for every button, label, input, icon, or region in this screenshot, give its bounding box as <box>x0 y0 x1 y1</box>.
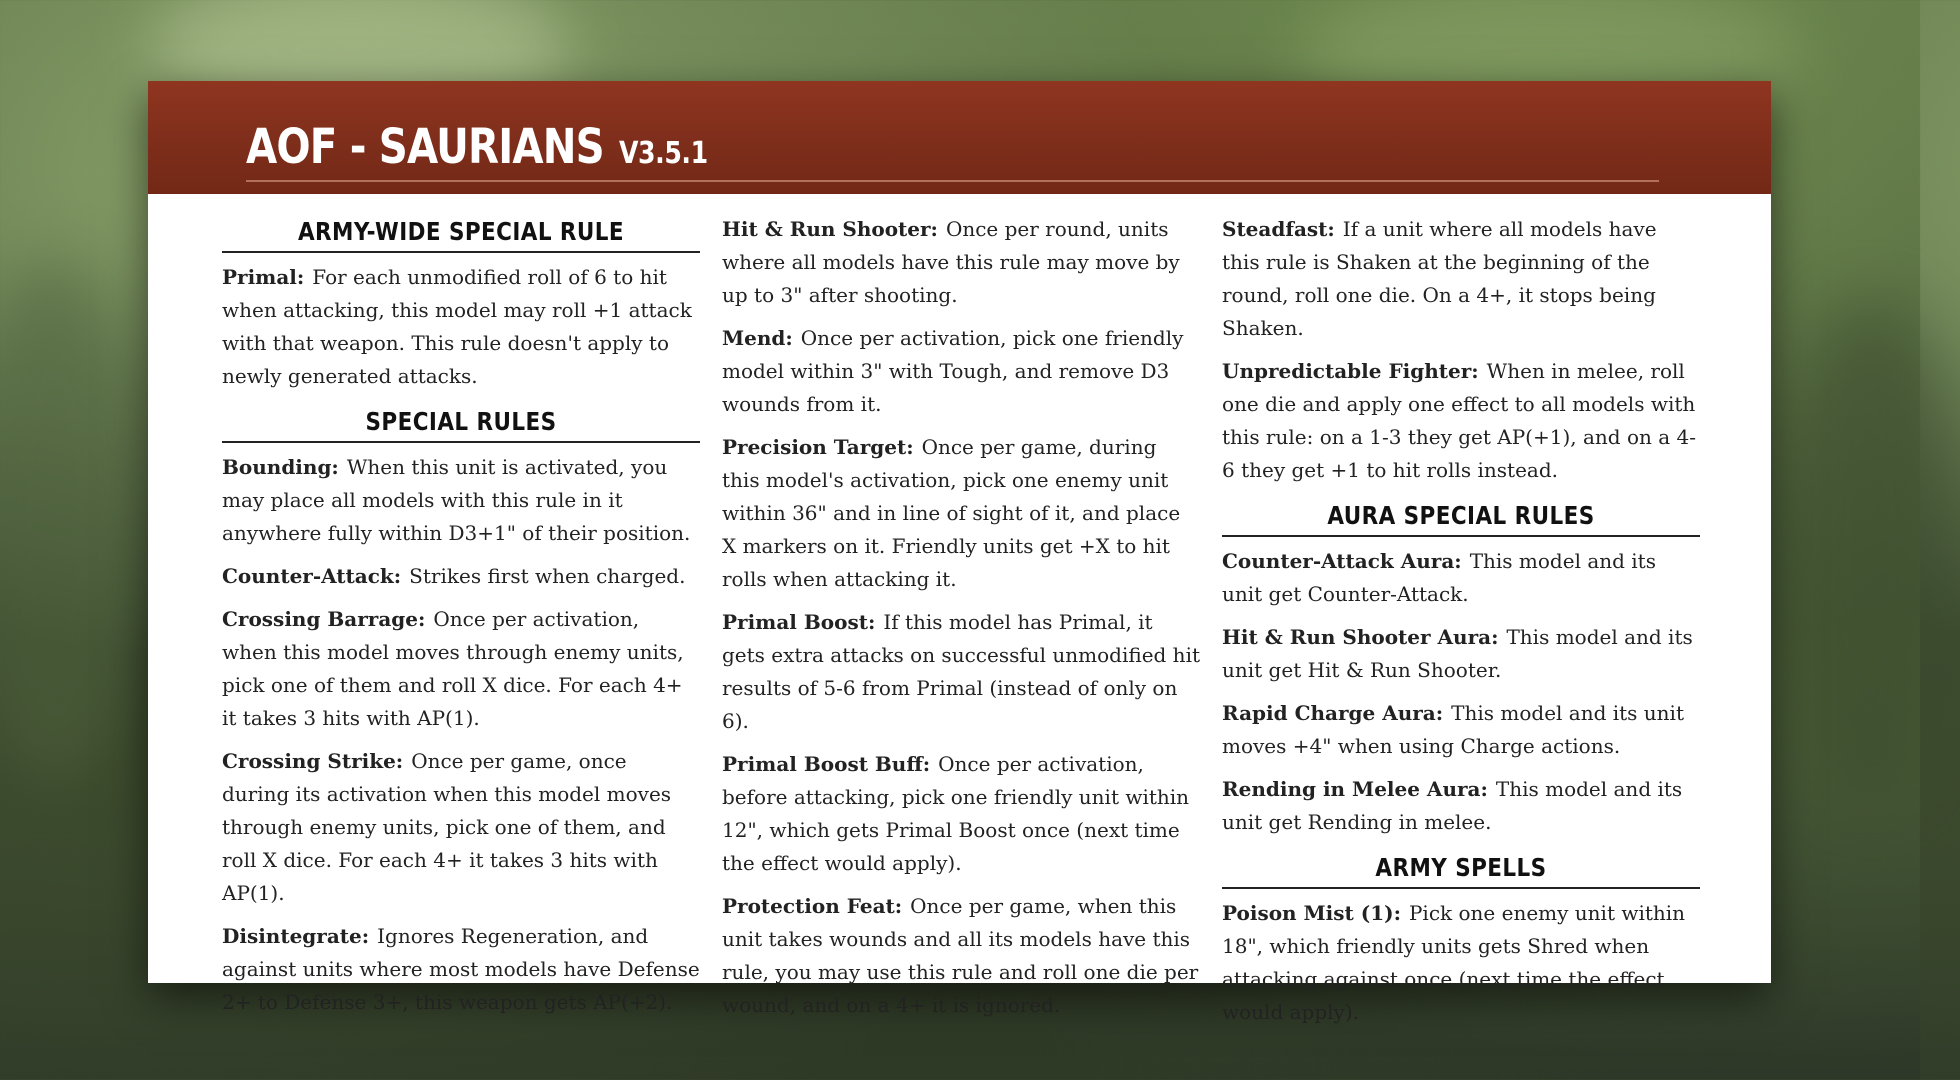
section-divider <box>222 441 700 443</box>
rule-name: Crossing Strike: <box>222 749 404 773</box>
rule-name: Hit & Run Shooter: <box>722 217 938 241</box>
rule-name: Primal: <box>222 265 305 289</box>
rule-protection-feat <box>722 890 1200 1022</box>
rule-text: If a unit where all models have this rule is Shaken at the beginning of the round, roll one die. On a 4+, it stops being Shaken. <box>1222 217 1657 340</box>
rule-name: Primal Boost Buff: <box>722 752 931 776</box>
rules-content <box>222 213 1701 1024</box>
rule-name: Counter-Attack: <box>222 564 402 588</box>
rules-card <box>148 81 1771 1024</box>
rule-steadfast <box>1222 213 1700 345</box>
rule-name: Bounding: <box>222 455 339 479</box>
section-title-army-spells: ARMY SPELLS <box>1375 853 1547 882</box>
background-shadow <box>0 260 150 780</box>
rule-name: Hit & Run Shooter Aura: <box>1222 625 1499 649</box>
rule-text: This model and its unit get Counter-Attack. <box>1222 549 1656 606</box>
rule-name: Poison Mist (1): <box>1222 901 1401 925</box>
rule-crossing-barrage <box>222 603 700 735</box>
rule-text: Once per activation, before attacking, pick one friendly unit within 12", which gets Primal Boost once (next time the effect would apply). <box>722 752 1190 875</box>
section-divider <box>1222 887 1700 889</box>
spell-poison-mist <box>1222 897 1700 1029</box>
rule-text: Once per round, units where all models have this rule may move by up to 3" after shooting. <box>722 217 1180 307</box>
rule-text: Strikes first when charged. <box>409 564 686 588</box>
rule-name: Precision Target: <box>722 435 914 459</box>
section-divider <box>1222 535 1700 537</box>
rule-counter-attack <box>222 560 700 593</box>
rule-text: This model and its unit get Rending in melee. <box>1222 777 1683 834</box>
rule-name: Counter-Attack Aura: <box>1222 549 1462 573</box>
rule-name: Unpredictable Fighter: <box>1222 359 1479 383</box>
rule-text: Once per activation, when this model moves through enemy units, pick one of them and roll X dice. For each 4+ it takes 3 hits with AP(1). <box>222 607 684 730</box>
rule-text: Once per game, when this unit takes wounds and all its models have this rule, you may use this rule and roll one die per wound, and on a 4+ it is ignored. <box>722 894 1199 1017</box>
rule-text: For each unmodified roll of 6 to hit when attacking, this model may roll +1 attack with that weapon. This rule doesn't apply to newly generated attacks. <box>222 265 692 388</box>
rule-name: Steadfast: <box>1222 217 1335 241</box>
rule-name: Disintegrate: <box>222 924 370 948</box>
rule-text: Once per activation, pick one friendly model within 3" with Tough, and remove D3 wounds from it. <box>722 326 1184 416</box>
banner-underline <box>246 180 1659 182</box>
rule-disintegrate <box>222 920 700 1019</box>
rule-rending-in-melee-aura <box>1222 773 1700 839</box>
rule-primal-boost <box>722 606 1200 738</box>
rule-rapid-charge-aura <box>1222 697 1700 763</box>
rule-name: Crossing Barrage: <box>222 607 426 631</box>
rule-name: Primal Boost: <box>722 610 876 634</box>
section-divider <box>222 251 700 253</box>
rule-name: Protection Feat: <box>722 894 903 918</box>
rule-primal-boost-buff <box>722 748 1200 880</box>
rule-text: This model and its unit moves +4" when using Charge actions. <box>1222 701 1684 758</box>
title-banner <box>148 81 1771 194</box>
rule-text: Once per game, once during its activation when this model moves through enemy units, pick one of them, and roll X dice. For each 4+ it takes 3 hits with AP(1). <box>222 749 672 905</box>
rule-name: Mend: <box>722 326 793 350</box>
rule-hit-and-run-shooter <box>722 213 1200 312</box>
rule-text: When in melee, roll one die and apply one effect to all models with this rule: on a 1-3 they get AP(+1), and on a 4-6 they get +1 to hit rolls instead. <box>1222 359 1696 482</box>
column-2 <box>722 213 1200 1032</box>
rule-text: This model and its unit get Hit & Run Shooter. <box>1222 625 1693 682</box>
section-title-army-wide: ARMY-WIDE SPECIAL RULE <box>297 217 625 246</box>
rule-text: When this unit is activated, you may place all models with this rule in it anywhere fully within D3+1" of their position. <box>222 455 691 545</box>
section-title-aura-special-rules: AURA SPECIAL RULES <box>1327 501 1595 530</box>
rule-text: Ignores Regeneration, and against units where most models have Defense 2+ to Defense 3+, this weapon gets AP(+2). <box>222 924 700 1014</box>
rule-hit-and-run-shooter-aura <box>1222 621 1700 687</box>
rule-precision-target <box>722 431 1200 596</box>
rule-crossing-strike <box>222 745 700 910</box>
column-3 <box>1222 213 1700 1039</box>
background-shadow <box>1780 300 1960 800</box>
rule-name: Rapid Charge Aura: <box>1222 701 1444 725</box>
rule-mend <box>722 322 1200 421</box>
rule-text: Pick one enemy unit within 18", which friendly units gets Shred when attacking against once (next time the effect would apply). <box>1222 901 1686 1024</box>
rule-bounding <box>222 451 700 550</box>
rule-name: Rending in Melee Aura: <box>1222 777 1488 801</box>
column-1 <box>222 213 700 1029</box>
page-title <box>246 119 708 175</box>
version-label: V3.5.1 <box>618 136 708 171</box>
rule-text: Once per game, during this model's activation, pick one enemy unit within 36" and in line of sight of it, and place X markers on it. Friendly units get +X to hit rolls when attacking it. <box>722 435 1181 591</box>
title-text: AOF - SAURIANS <box>246 119 604 175</box>
section-title-special-rules: SPECIAL RULES <box>365 407 557 436</box>
rule-counter-attack-aura <box>1222 545 1700 611</box>
rule-primal <box>222 261 700 393</box>
rule-unpredictable-fighter <box>1222 355 1700 487</box>
rule-text: If this model has Primal, it gets extra attacks on successful unmodified hit results of 5-6 from Primal (instead of only on 6). <box>722 610 1200 733</box>
